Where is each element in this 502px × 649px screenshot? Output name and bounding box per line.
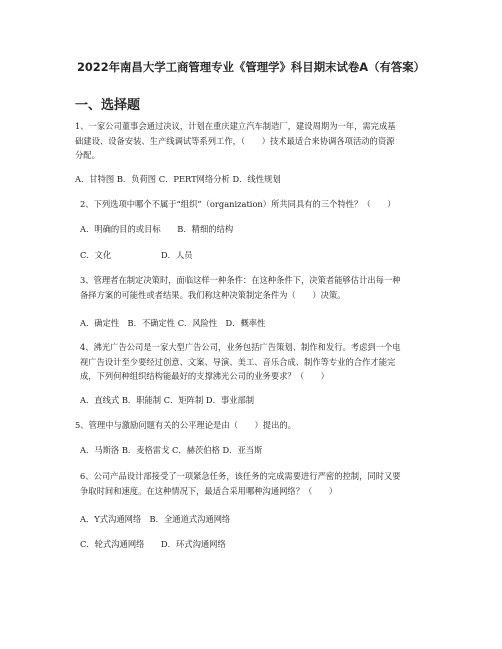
question-text-line: 1、一家公司董事会通过决议，计划在重庆建立汽车制造厂，建设周期为一年，需完成基 [75,121,396,131]
question-text-line: 3、管理者在制定决策时，面临这样一种条件：在这种条件下，决策者能够估计出每一种 [80,275,401,285]
question-2-options-row-2: C．文化 D．人员 [80,250,193,260]
question-2-options-row-1: A．明确的目的或目标 B．精细的结构 [80,224,234,234]
question-text-line: 础建设、设备安装、生产线调试等系列工作，（ ）技术最适合来协调各项活动的资源 [75,135,395,146]
question-text-line: 5、管理中与激励问题有关的公平理论是由（ ）提出的。 [75,420,296,430]
question-text-line: 视广告设计至少要经过创意、文案、导演、美工、音乐合成、制作等专业的合作才能完 [80,356,396,367]
question-3-options: A．确定性 B．不确定性 C．风险性 D．概率性 [80,318,266,328]
question-6-options-row-1: A．Y式沟通网络 B．全通道式沟通网络 [80,514,231,524]
question-2 [80,197,440,212]
question-text-line: 争取时间和速度。在这种情况下，最适合采用哪种沟通网络？（ ） [80,485,338,496]
question-1-options: A．甘特图 B．负荷图 C．PERT网络分析 D．线性规划 [75,174,281,184]
question-4 [80,340,440,384]
question-text-line: 备择方案的可能性或者结果。我们称这种决策制定条件为（ ）决策。 [80,289,346,300]
question-4-options: A．直线式 B．职能制 C．矩阵制 D．事业部制 [80,395,255,405]
document-title: 2022年南昌大学工商管理专业《管理学》科目期末试卷A（有答案） [76,60,426,74]
section-heading: 一、选择题 [75,98,141,113]
question-5 [75,418,435,433]
question-1 [75,119,435,163]
question-6-options-row-2: C．轮式沟通网络 D．环式沟通网络 [80,539,226,549]
question-6 [80,469,440,498]
question-text-line: 成，下列何种组织结构能最好的支撑沸光公司的业务要求？（ ） [80,371,329,381]
question-text-line: 分配。 [75,150,100,160]
question-text-line: 4、沸光广告公司是一家大型广告公司，业务包括广告策划、制作和发行。考虑到一个电 [80,342,401,352]
question-text-line: 6、公司产品设计部接受了一项紧急任务，该任务的完成需要进行严密的控制，同时又要 [80,471,401,481]
question-3 [80,273,440,302]
question-5-options: A．马斯洛 B．麦格雷戈 C．赫茨伯格 D．亚当斯 [80,445,263,455]
question-text-line: 2、下列选项中哪个不属于“组织”（organization）所共同具有的三个特性？（ ） [80,199,396,209]
